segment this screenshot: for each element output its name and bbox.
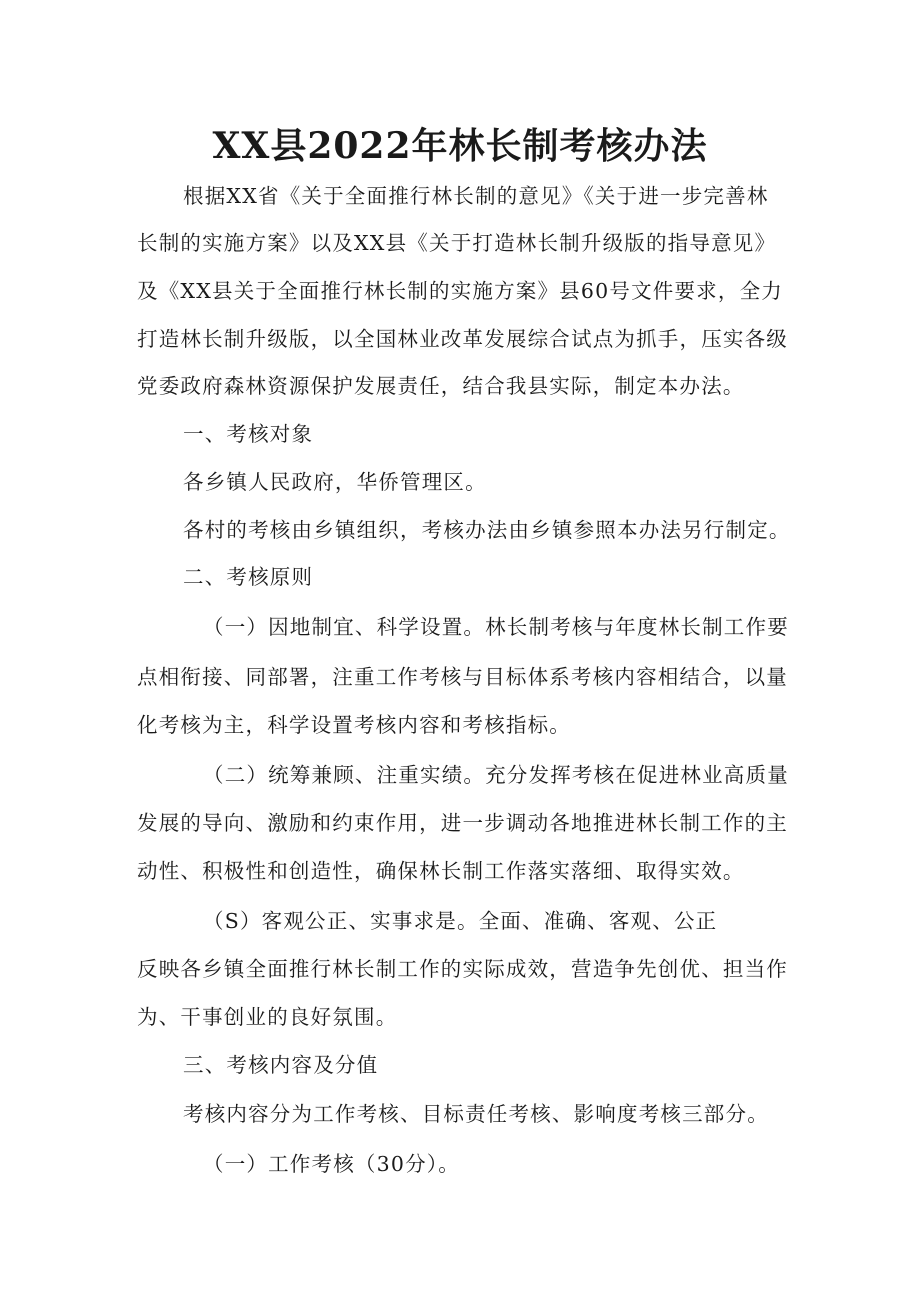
section2-item3-line-3: 为、干事创业的良好氛围。 (137, 1005, 398, 1029)
section1-heading: 一、考核对象 (183, 422, 314, 446)
section3-line-2: （一）工作考核（30分）。 (203, 1152, 460, 1176)
section3-heading: 三、考核内容及分值 (183, 1053, 379, 1077)
section2-item2-line-3: 动性、积极性和创造性，确保林长制工作落实落细、取得实效。 (137, 859, 745, 883)
section1-line-2: 各村的考核由乡镇组织，考核办法由乡镇参照本办法另行制定。 (183, 518, 791, 542)
section2-item2-line-1: （二）统筹兼顾、注重实绩。充分发挥考核在促进林业高质量 (203, 763, 789, 787)
intro-line-4: 打造林长制升级版，以全国林业改革发展综合试点为抓手，压实各级 (137, 327, 788, 351)
section2-item1-line-3: 化考核为主，科学设置考核内容和考核指标。 (137, 713, 571, 737)
section3-line-1: 考核内容分为工作考核、目标责任考核、影响度考核三部分。 (183, 1102, 769, 1126)
document-title: XX县2022年林长制考核办法 (212, 125, 708, 167)
section2-item1-line-1: （一）因地制宜、科学设置。林长制考核与年度林长制工作要 (203, 615, 789, 639)
section1-line-1: 各乡镇人民政府，华侨管理区。 (183, 470, 487, 494)
intro-line-5: 党委政府森林资源保护发展责任，结合我县实际，制定本办法。 (137, 374, 745, 398)
section2-heading: 二、考核原则 (183, 565, 314, 589)
section2-item3-line-1: （S）客观公正、实事求是。全面、准确、客观、公正 (203, 909, 718, 933)
section2-item3-line-2: 反映各乡镇全面推行林长制工作的实际成效，营造争先创优、担当作 (137, 957, 788, 981)
section2-item1-line-2: 点相衔接、同部署，注重工作考核与目标体系考核内容相结合，以量 (137, 665, 788, 689)
section2-item2-line-2: 发展的导向、激励和约束作用，进一步调动各地推进林长制工作的主 (137, 811, 788, 835)
intro-line-1: 根据XX省《关于全面推行林长制的意见》《关于进一步完善林 (183, 184, 769, 208)
intro-line-3: 及《XX县关于全面推行林长制的实施方案》县60号文件要求，全力 (137, 279, 783, 303)
intro-line-2: 长制的实施方案》以及XX县《关于打造林长制升级版的指导意见》 (137, 231, 777, 255)
